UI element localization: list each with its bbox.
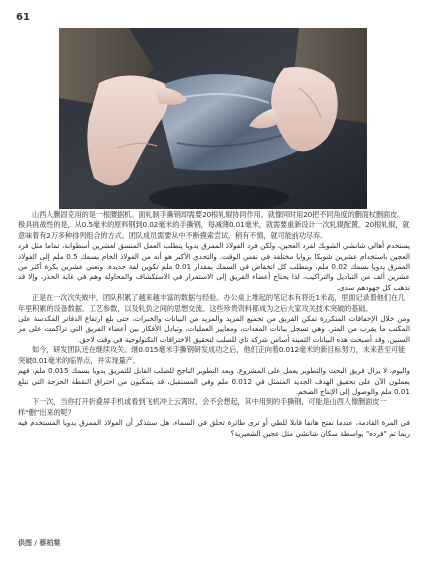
- photo-credit: 供图 / 蔡柏棠: [18, 539, 61, 547]
- hands-holding-steel-foil-photo: [59, 28, 367, 209]
- paragraph-ar-3: واليوم، لا يزال فريق البحث والتطوير يعمل على المشروع. وبعد التطوير الناجح للصلب القابل للتمزيق يدويا بسمك 0.015 ملم، فهم يعملون الآن على تحقيق الهدف الجديد المتمثل في 0.012 ملم وفي المستقبل، قد يتمكنون من اختراق النقطة الحرجة التي تبلغ 0.01 ملم والوصول إلى الإنتاج الضخم.: [18, 366, 410, 396]
- paragraph-zh-1: 山西人删固克用的是一根腰据机。面轧制手撕钢却需要20根轧辊协同作用。就像同时用20把不同角度的删面杖删面皮。极具挑战性的是，从0.5毫米的原料钢到0.02毫米的手撕钢，每减薄0.01毫米，就需要重新设计一次轧辊配置。20根轧辊，就意味着有2万多种排列组合的方式。团队成员需要从中不断摸索尝试，稍有不慎，就可能前功尽弃。: [18, 210, 410, 240]
- paragraph-ar-2: ومن خلال الإخفاقات المتكررة تمكن الفريق من تجميع المزيد والمزيد من البيانات والخبرات، حتى بلغ ارتفاع الدفاتر المكدسة على المكتب ما يقرب من المتر، وهي تسجل بيانات المعدات، ومعايير العمليات، وتبادل الأفكار بين أعضاء الفريق التي تراكمت على مر السنين. وقد أصبحت هذه البيانات الثمينة أساس شركة تاي للصلب لتحقيق الاختراقات التكنولوجية في وقت لاحق.: [18, 314, 410, 344]
- paragraph-ar-4: في المرة القادمة، عندما تفتح هاتفا قابلا للطي أو ترى طائرة تحلق في السماء، هل ستتذكر أن الفولاذ الممزق يدويا المستخدم فيه ربما تم "فرده" بواسطة سكان شانشي مثل عجين الشعيرية؟: [18, 418, 410, 438]
- article-body: [18, 210, 410, 439]
- page-number: 61: [16, 12, 30, 23]
- paragraph-zh-2: 正是在一次次失败中，团队积累了越来越丰富的数据与经验。办公桌上堆起的笔记本有将近1米高，里面记录着他们在几年里积累的设备数据、工艺参数，以及轧负之间的思想交流。这些珍贵资料都成为之后大家攻关技术突破的基础。: [18, 293, 406, 313]
- paragraph-zh-4: 下一次，当你打开折叠屏手机或看到飞机冲上云霄时，会不会想起，其中用到的手撕钢，可能是山西人像删面皮一样“删”出来的呢？: [18, 397, 387, 417]
- paragraph-zh-3: 如今，研发团队还在继续攻关。继0.015毫米手撕钢研发成功之后，他们正向着0.012毫米的新目标努力，未来甚至可能突破0.01毫米的临界点，并实现量产。: [18, 345, 406, 365]
- paragraph-ar-1: يستخدم أهالي شانشي الشوبك لفرد العجين، ولكن فرد الفولاذ الممزق يدويا يتطلب العمل المنسق لعشرين أسطوانة، تماما مثل فرد العجين باستخدام عشرين شوبكا بزوايا مختلفة في نفس الوقت. والتحدي الأكبر هو أنه من الفولاذ الخام بسمك 0.5 ملم إلى الفولاذ الممزق يدويا بسمك 0.02 ملم، ويتطلب كل انخفاض في السمك بمقدار 0.01 ملم تكوين لفة جديدة. وتعني عشرين بكرة أكثر من عشرين ألف من التباديل والتراكيب، لذا يحتاج أعضاء الفريق إلى الاستمرار في الاستكشاف والمحاولة وهم في غاية الحذر، وإلا قد تذهب كل جهودهم سدى.: [18, 241, 410, 292]
